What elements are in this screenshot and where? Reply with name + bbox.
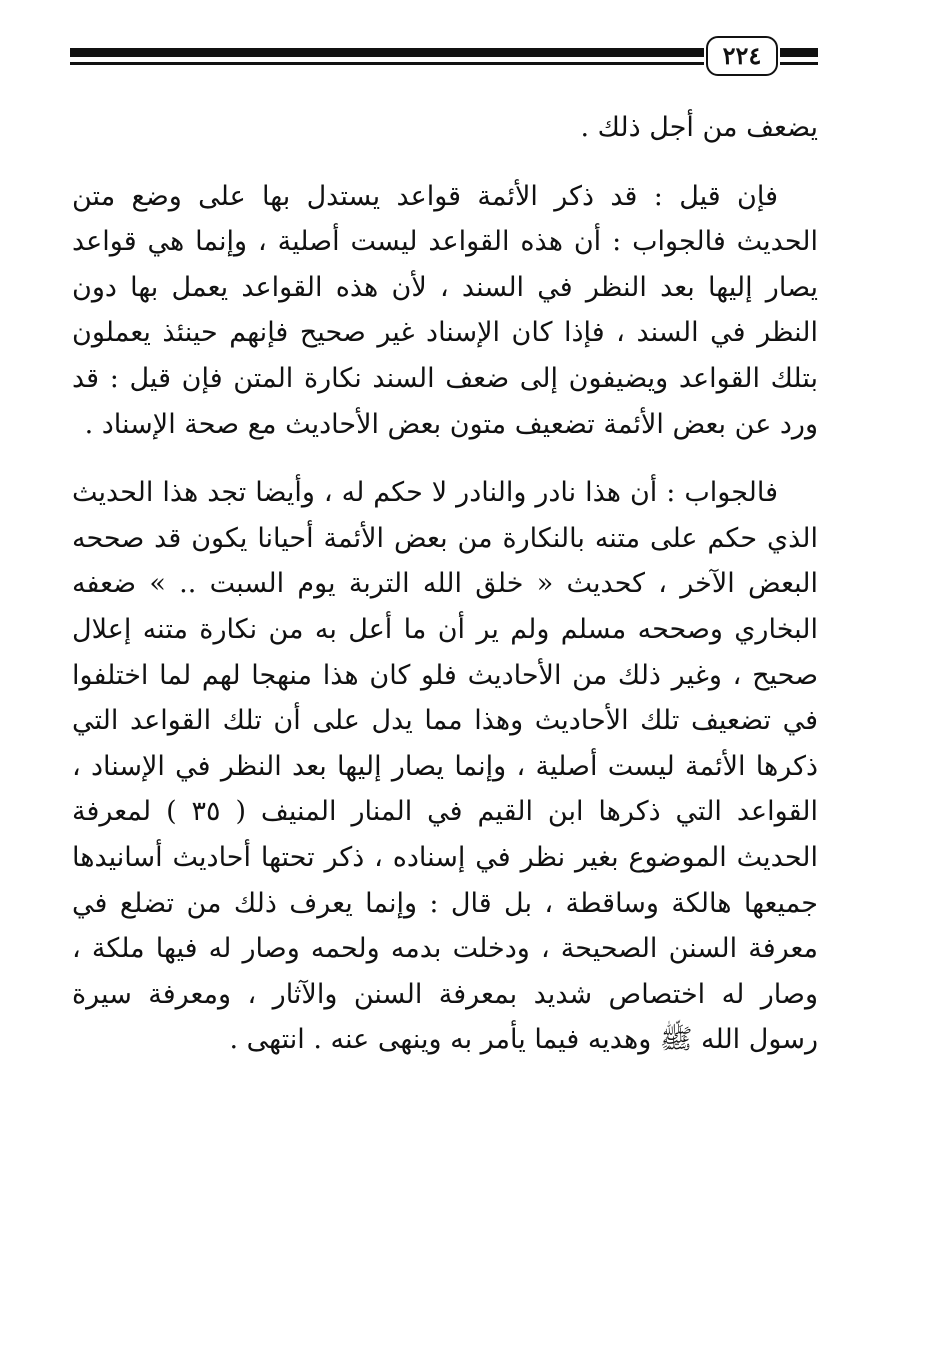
header-rule-thin-right — [780, 62, 818, 65]
paragraph-question: فإن قيل : قد ذكر الأئمة قواعد يستدل بها على وضع متن الحديث فالجواب : أن هذه القواعد ليست أصلية ، وإنما هي قواعد يصار إليها بعد النظر في السند ، لأن هذه القواعد يعمل بها دون النظر في السند ، فإذا كان الإسناد غير صحيح فإنهم حينئذ يعملون بتلك القواعد ويضيفون إلى ضعف السند نكارة المتن فإن قيل : قد ورد عن بعض الأئمة تضعيف متون بعض الأحاديث مع صحة الإسناد . — [72, 180, 818, 440]
page-header — [70, 36, 818, 82]
header-rule-thick-right — [780, 48, 818, 57]
header-rule-thick — [70, 48, 704, 57]
body-text — [72, 105, 818, 1063]
paragraph-intro: يضعف من أجل ذلك . — [580, 112, 818, 143]
paragraph-answer: فالجواب : أن هذا نادر والنادر لا حكم له ، وأيضا تجد هذا الحديث الذي حكم على متنه بالنكارة من بعض الأئمة أحيانا يكون قد صححه البعض الآخر ، كحديث « خلق الله التربة يوم السبت .. » ضعفه البخاري وصححه مسلم ولم ير أن ما أعل به من نكارة متنه إعلال صحيح ، وغير ذلك من الأحاديث فلو كان هذا منهجا لهم لما اختلفوا في تضعيف تلك الأحاديث وهذا مما يدل على أن تلك القواعد التي ذكرها الأئمة ليست أصلية ، وإنما يصار إليها بعد النظر في الإسناد ، القواعد التي ذكرها ابن القيم في المنار المنيف ( ٣٥ ) لمعرفة الحديث الموضوع بغير نظر في إسناده ، ذكر تحتها أحاديث أسانيدها جميعها هالكة وساقطة ، بل قال : وإنما يعرف ذلك من تضلع في معرفة السنن الصحيحة ، ودخلت بدمه ولحمه وصار له فيها ملكة ، وصار له اختصاص شديد بمعرفة السنن والآثار ، ومعرفة سيرة رسول الله ﷺ وهديه فيما يأمر به وينهى عنه . انتهى . — [72, 477, 818, 1056]
header-rule-thin — [70, 62, 704, 65]
page-number: ٢٢٤ — [706, 36, 778, 76]
